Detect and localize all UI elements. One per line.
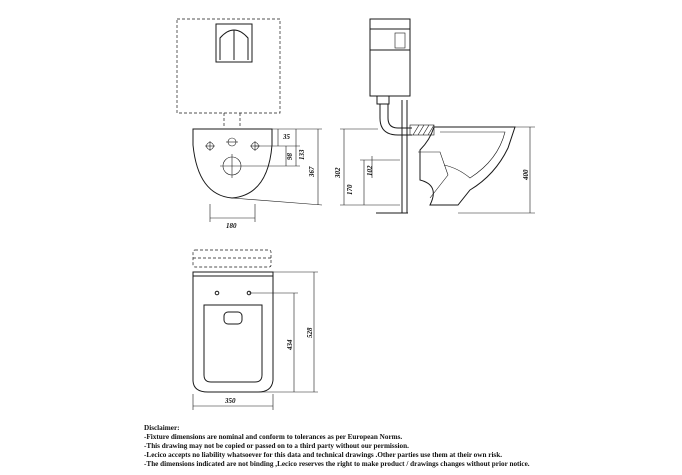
cistern-side [370, 19, 410, 96]
hinge-hole-left [215, 291, 219, 295]
disclaimer-line: -The dimensions indicated are not binding ,Lecico reserves the right to make product / drawings changes without prior notice. [144, 460, 530, 468]
dim-35: 35 [283, 133, 290, 141]
dim-528: 528 [306, 327, 314, 338]
dim-350: 350 [225, 397, 236, 405]
disclaimer-title: Disclaimer: [144, 424, 180, 432]
dim-133: 133 [298, 149, 306, 160]
dim-302: 302 [334, 167, 342, 178]
top-view [193, 250, 318, 410]
dim-180: 180 [226, 222, 237, 230]
dim-367: 367 [308, 166, 316, 177]
dim-98: 98 [286, 153, 294, 160]
dim-170: 170 [346, 184, 354, 195]
dim-400: 400 [522, 169, 530, 180]
side-view [334, 19, 535, 213]
outlet-top [224, 312, 242, 324]
seat-outer [193, 272, 273, 392]
cistern-frame-outline [177, 19, 280, 113]
dim-102: 102 [366, 165, 374, 176]
dim-434: 434 [286, 339, 294, 350]
bowl-front-outline [193, 129, 272, 198]
disclaimer-line: -Fixture dimensions are nominal and conform to tolerances as per European Norms. [144, 433, 403, 441]
disclaimer-line: -This drawing may not be copied or passed on to a third party without our permission. [144, 442, 409, 450]
bowl-opening [204, 305, 262, 382]
frame-top-outline [193, 250, 271, 267]
disclaimer-line: -Lecico accepts no liability whatsoever for this data and technical drawings .Other parties use them at their own risk. [144, 451, 503, 459]
disclaimer [144, 424, 674, 469]
bowl-side-outline [420, 127, 515, 205]
front-view [177, 19, 322, 230]
